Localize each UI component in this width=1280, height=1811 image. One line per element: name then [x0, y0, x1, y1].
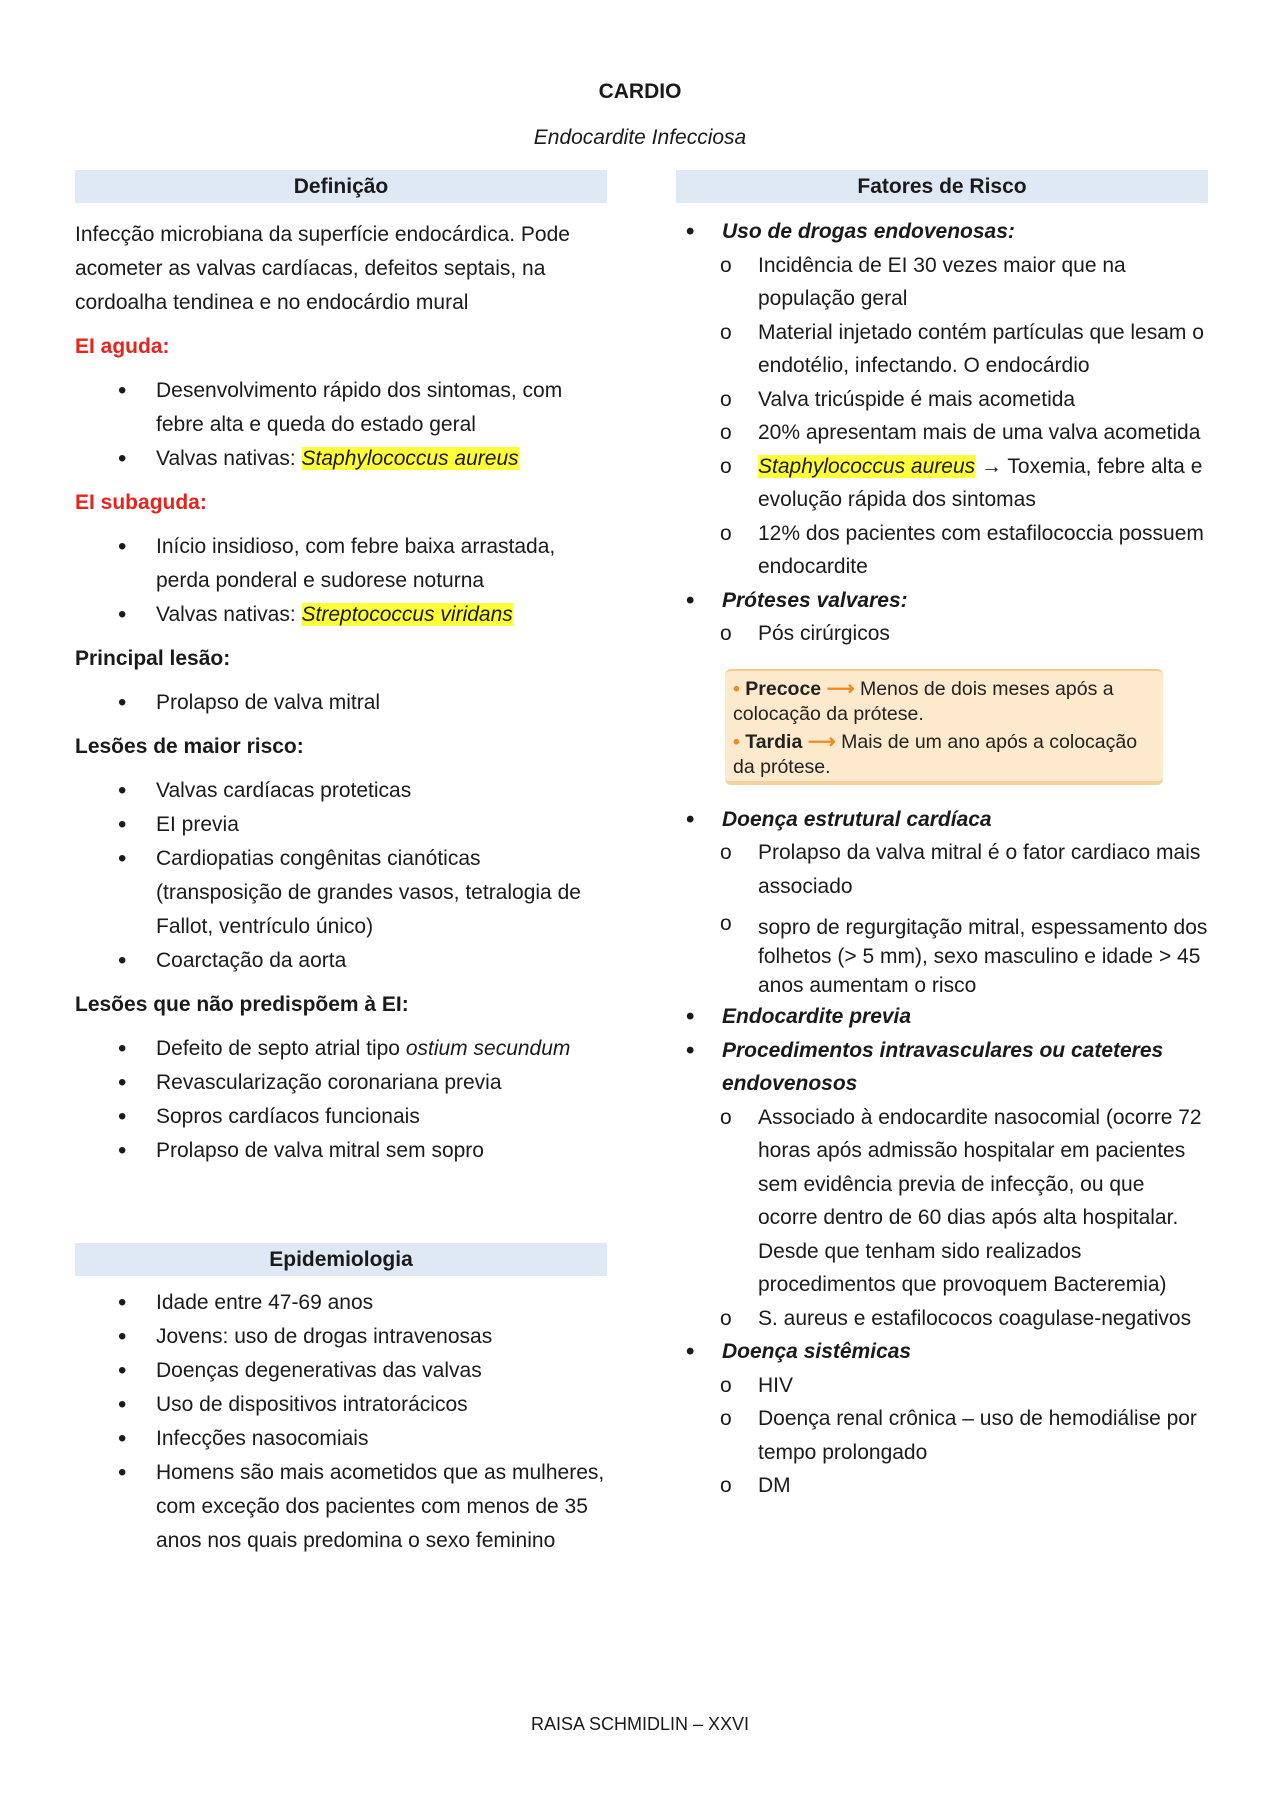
list-item: • Uso de drogas endovenosas: — [676, 215, 1208, 249]
aguda-label: EI aguda: — [75, 335, 170, 358]
tardia-row — [733, 730, 1155, 780]
left-column — [75, 170, 607, 1558]
sub-list-item: o DM — [676, 1469, 1208, 1503]
maior-risco-list — [75, 774, 607, 978]
highlighted-organism: Streptococcus viridans — [301, 603, 513, 626]
item-prefix: Defeito de septo atrial tipo — [156, 1037, 406, 1060]
list-item: • Cardiopatias congênitas cianóticas (transposição de grandes vasos, tetralogia de Fallot, ventrículo único) — [75, 842, 607, 944]
principal-lesao-label: Principal lesão: — [75, 647, 231, 670]
list-item: • Desenvolvimento rápido dos sintomas, com febre alta e queda do estado geral — [75, 374, 607, 442]
bullet-icon: • — [733, 677, 740, 700]
list-item: • Jovens: uso de drogas intravenosas — [75, 1320, 607, 1354]
sub-list-item: o Material injetado contém partículas que lesam o endotélio, infectando. O endocárdio — [676, 316, 1208, 383]
sub-list-item — [676, 450, 1208, 517]
precoce-label: Precoce — [745, 677, 822, 700]
list-item: • Sopros cardíacos funcionais — [75, 1100, 607, 1134]
aguda-list — [75, 374, 607, 476]
list-item: • Doenças degenerativas das valvas — [75, 1354, 607, 1388]
page-subtitle: Endocardite Infecciosa — [533, 126, 747, 149]
right-column — [676, 170, 1208, 1503]
sub-list-item: o S. aureus e estafilococos coagulase-negativos — [676, 1302, 1208, 1336]
list-item — [75, 442, 607, 476]
list-item: • Endocardite previa — [676, 1000, 1208, 1034]
list-item: • Homens são mais acometidos que as mulheres, com exceção dos pacientes com menos de 35 anos nos quais predomina o sexo feminino — [75, 1456, 607, 1558]
sub-list-item: o Associado à endocardite nasocomial (ocorre 72 horas após admissão hospitalar em pacientes sem evidência previa de infecção, ou que ocorre dentro de 60 dias após alta hospitalar. Desde que tenham sido realizados procedimentos que provoquem Bacteremia) — [676, 1101, 1208, 1302]
list-item: • Idade entre 47-69 anos — [75, 1286, 607, 1320]
subaguda-label: EI subaguda: — [75, 491, 207, 514]
subaguda-list — [75, 530, 607, 632]
list-item: • Infecções nasocomiais — [75, 1422, 607, 1456]
sub-list-item: o Incidência de EI 30 vezes maior que na população geral — [676, 249, 1208, 316]
list-item — [75, 1032, 607, 1066]
list-item: • Prolapso de valva mitral — [75, 686, 607, 720]
sub-list-item: o sopro de regurgitação mitral, espessamento dos folhetos (> 5 mm), sexo masculino e idade > 45 anos aumentam o risco — [676, 909, 1208, 1000]
tardia-text: Mais de um ano após a colocação da prótese. — [733, 730, 1138, 778]
tardia-label: Tardia — [745, 730, 803, 753]
list-item: • Uso de dispositivos intratorácicos — [75, 1388, 607, 1422]
item-suffix: → Toxemia, febre alta e evolução rápida dos sintomas — [758, 454, 1203, 511]
nao-predispoem-list — [75, 1032, 607, 1168]
definicao-text: Infecção microbiana da superfície endocárdica. Pode acometer as valvas cardíacas, defeitos septais, na cordoalha tendinea e no endocárdio mural — [75, 223, 570, 314]
principal-lesao-list — [75, 686, 607, 720]
page-footer: RAISA SCHMIDLIN – XXVI — [530, 1714, 750, 1734]
arrow-right-icon: ⟶ — [826, 677, 855, 700]
sub-list-item: o HIV — [676, 1369, 1208, 1403]
maior-risco-label: Lesões de maior risco: — [75, 735, 304, 758]
list-item: • Doença estrutural cardíaca — [676, 803, 1208, 837]
fatores-risco-header: Fatores de Risco — [676, 170, 1208, 203]
sub-list-item: o Pós cirúrgicos — [676, 617, 1208, 651]
item-prefix: Valvas nativas: — [156, 603, 302, 626]
sub-list-item: o 20% apresentam mais de uma valva acometida — [676, 416, 1208, 450]
precoce-row — [733, 677, 1155, 727]
highlighted-organism: Staphylococcus aureus — [758, 454, 976, 478]
arrow-right-icon: ⟶ — [807, 730, 836, 753]
fatores-risco-list-continued — [676, 803, 1208, 1503]
fatores-risco-list — [676, 215, 1208, 651]
protese-timing-image — [725, 669, 1163, 785]
list-item — [75, 598, 607, 632]
sub-list-item: o 12% dos pacientes com estafilococcia possuem endocardite — [676, 517, 1208, 584]
list-item: • Próteses valvares: — [676, 584, 1208, 618]
bullet-icon: • — [733, 730, 740, 753]
item-prefix: Valvas nativas: — [156, 447, 302, 470]
epidemiologia-header: Epidemiologia — [75, 1243, 607, 1276]
precoce-text: Menos de dois meses após a colocação da prótese. — [733, 677, 1114, 725]
highlighted-organism: Staphylococcus aureus — [301, 447, 519, 470]
sub-list-item: o Doença renal crônica – uso de hemodiálise por tempo prolongado — [676, 1402, 1208, 1469]
list-item: • Valvas cardíacas proteticas — [75, 774, 607, 808]
list-item: • Doença sistêmicas — [676, 1335, 1208, 1369]
list-item: • Coarctação da aorta — [75, 944, 607, 978]
list-item: • Início insidioso, com febre baixa arrastada, perda ponderal e sudorese noturna — [75, 530, 607, 598]
italic-term: ostium secundum — [405, 1037, 571, 1060]
list-item: • Prolapso de valva mitral sem sopro — [75, 1134, 607, 1168]
definicao-header: Definição — [75, 170, 607, 203]
epidemiologia-list — [75, 1286, 607, 1558]
nao-predispoem-label: Lesões que não predispõem à EI: — [75, 993, 409, 1016]
list-item: • Procedimentos intravasculares ou cateteres endovenosos — [676, 1034, 1208, 1101]
sub-list-item: o Prolapso da valva mitral é o fator cardiaco mais associado — [676, 836, 1208, 903]
page-title: CARDIO — [598, 80, 682, 103]
sub-list-item: o Valva tricúspide é mais acometida — [676, 383, 1208, 417]
list-item: • EI previa — [75, 808, 607, 842]
list-item: • Revascularização coronariana previa — [75, 1066, 607, 1100]
